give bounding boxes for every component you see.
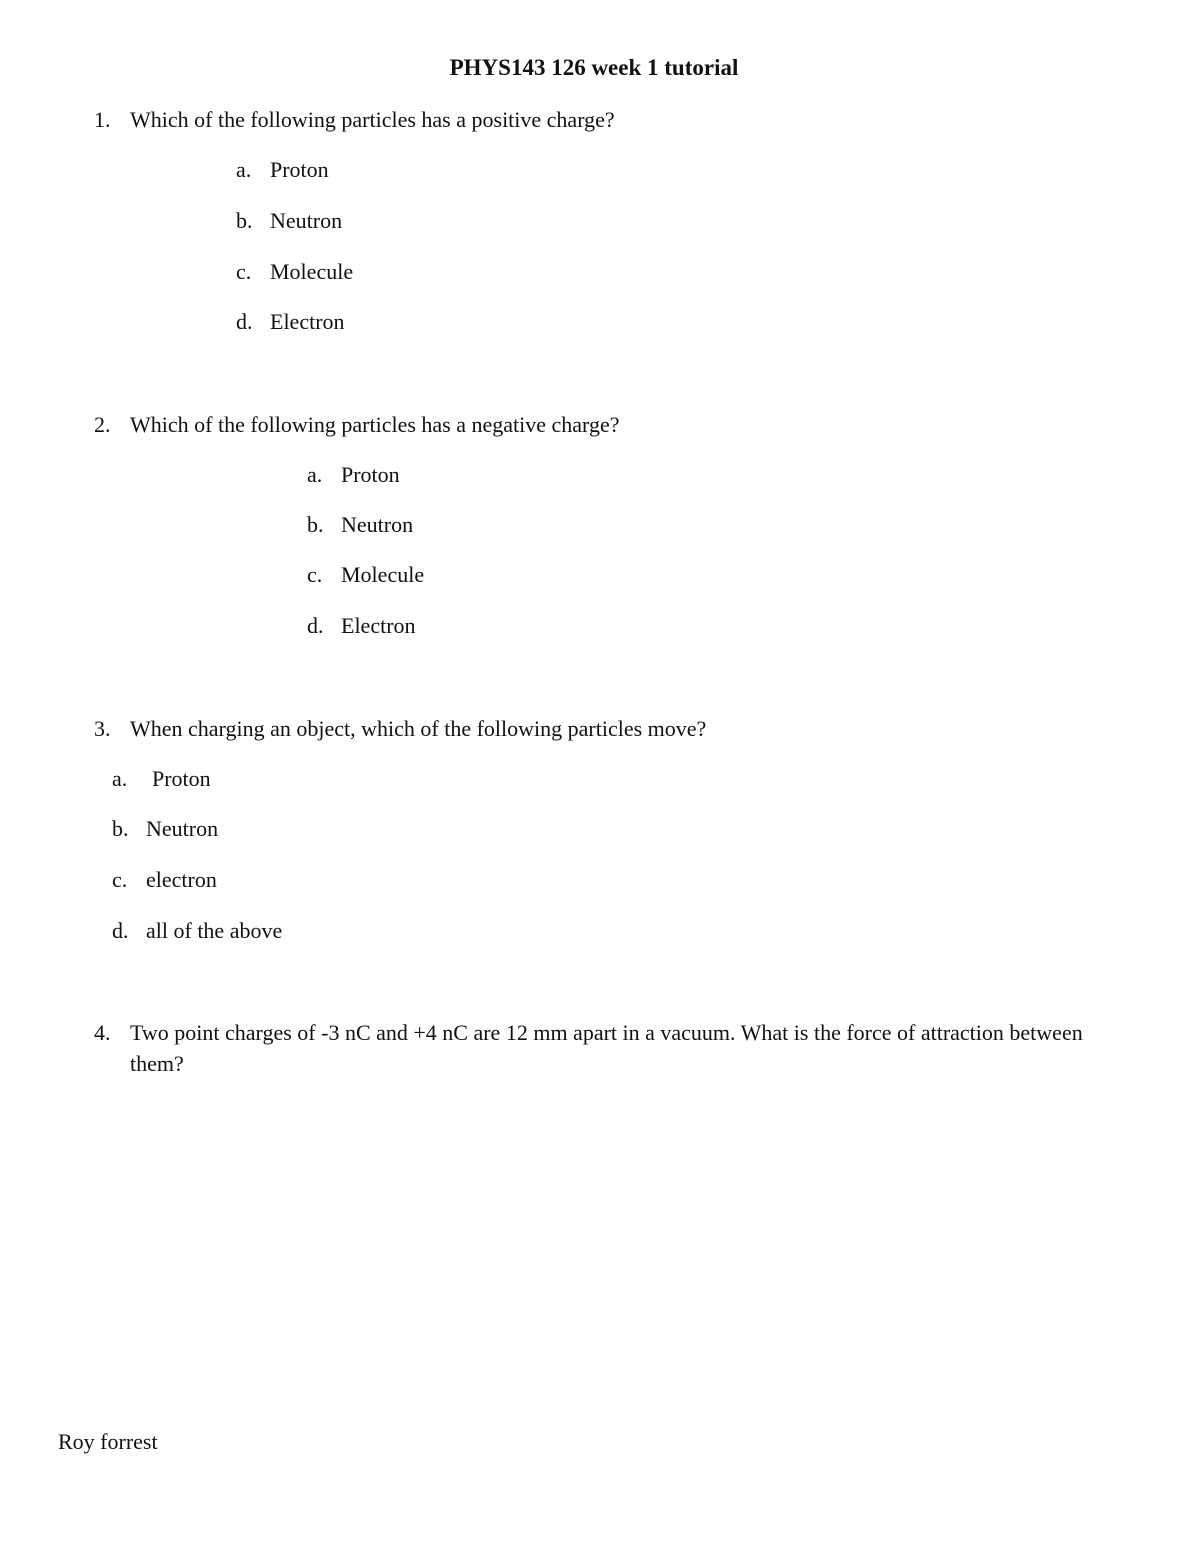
option-text: Electron <box>270 309 345 334</box>
option-letter: a. <box>112 766 128 791</box>
question-1 <box>94 104 1084 135</box>
question-text: When charging an object, which of the following particles move? <box>130 716 707 741</box>
option-letter: b. <box>236 208 253 233</box>
author-name: Roy forrest <box>58 1429 158 1454</box>
option-text: Electron <box>341 613 416 638</box>
question-text: Which of the following particles has a negative charge? <box>130 412 620 437</box>
option-text: Proton <box>341 462 400 487</box>
option-text: electron <box>146 867 217 892</box>
option-text: Neutron <box>146 816 219 841</box>
question-number: 2. <box>94 412 111 437</box>
question-text: Two point charges of -3 nC and +4 nC are 12 mm apart in a vacuum. What is the force of attraction between them? <box>130 1020 1083 1076</box>
option-text: all of the above <box>146 918 283 943</box>
question-number: 3. <box>94 716 111 741</box>
option-letter: d. <box>112 918 129 943</box>
option-text: Molecule <box>270 259 354 284</box>
option-letter: d. <box>307 613 324 638</box>
question-4 <box>94 1017 1084 1079</box>
option-letter: c. <box>112 867 128 892</box>
option-text: Neutron <box>341 512 414 537</box>
page-title: PHYS143 126 week 1 tutorial <box>449 55 739 80</box>
question-number: 1. <box>94 107 111 132</box>
option-text: Proton <box>270 157 329 182</box>
question-3 <box>94 713 1084 744</box>
option-letter: a. <box>236 157 252 182</box>
option-text: Molecule <box>341 562 425 587</box>
option-text: Proton <box>152 766 211 791</box>
question-2 <box>94 409 1084 440</box>
option-letter: a. <box>307 462 323 487</box>
option-text: Neutron <box>270 208 343 233</box>
question-text: Which of the following particles has a positive charge? <box>130 107 615 132</box>
option-letter: b. <box>112 816 129 841</box>
option-letter: c. <box>236 259 252 284</box>
option-letter: c. <box>307 562 323 587</box>
option-letter: d. <box>236 309 253 334</box>
question-number: 4. <box>94 1020 111 1045</box>
option-letter: b. <box>307 512 324 537</box>
